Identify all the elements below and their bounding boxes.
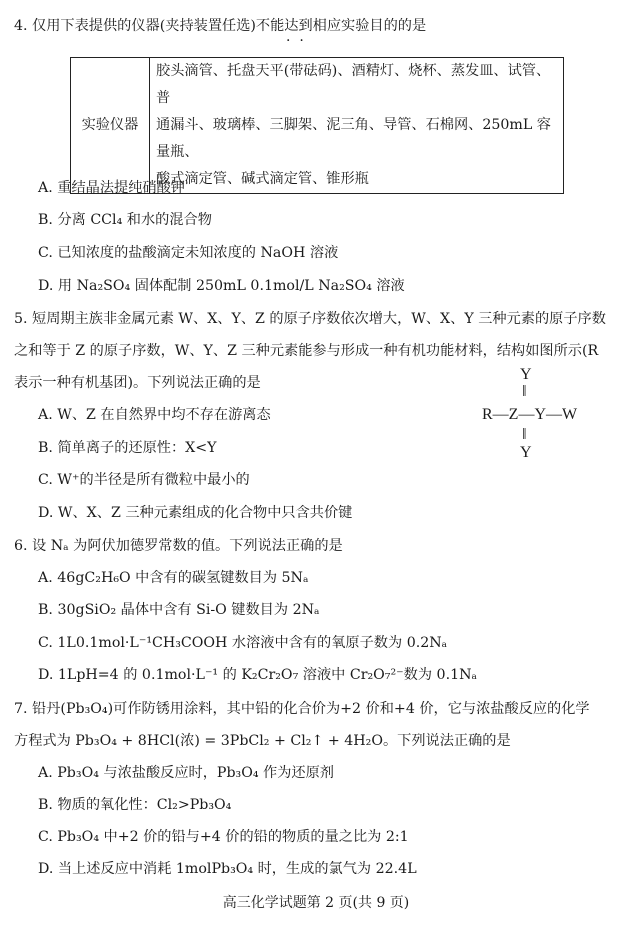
instrument-table [70, 57, 564, 194]
q6-option-a: A. 46gC₂H₆O 中含有的碳氢键数目为 5Nₐ [38, 570, 309, 586]
page-footer: 高三化学试题第 2 页(共 9 页) [222, 895, 410, 911]
q5-line: 之和等于 Z 的原子序数，W、Y、Z 三种元素能参与形成一种有机功能材料，结构如图所示(R [14, 343, 599, 359]
table-header-cell: 实验仪器 [71, 58, 150, 194]
q7-line: 7. 铅丹(Pb₃O₄)可作防锈用涂料，其中铅的化合价为+2 价和+4 价，它与浓盐酸反应的化学 [14, 701, 590, 717]
structure-atom: Y [520, 444, 532, 461]
q5-line: 表示一种有机基团)。下列说法正确的是 [14, 375, 261, 391]
q7-option-b: B. 物质的氧化性：Cl₂>Pb₃O₄ [38, 797, 232, 813]
q5-line: 5. 短周期主族非金属元素 W、X、Y、Z 的原子序数依次增大，W、X、Y 三种元素的原子序数 [14, 311, 606, 327]
q4-option-b: B. 分离 CCl₄ 和水的混合物 [38, 212, 212, 228]
structure-row: R—Z—Y—W [482, 406, 578, 423]
q5-option-d: D. W、X、Z 三种元素组成的化合物中只含共价键 [38, 505, 353, 521]
table-line: 酸式滴定管、碱式滴定管、锥形瓶 [156, 171, 369, 187]
q5-option-b: B. 简单离子的还原性：X<Y [38, 440, 217, 456]
q4-stem: 4. 仅用下表提供的仪器(夹持装置任选)不能达到相应实验目的的是 [14, 18, 427, 34]
emphasis-dots: · · [286, 33, 304, 49]
table-content-cell [150, 58, 564, 194]
q7-option-d: D. 当上述反应中消耗 1molPb₃O₄ 时，生成的氯气为 22.4L [38, 861, 417, 877]
q6-option-d: D. 1LpH=4 的 0.1mol·L⁻¹ 的 K₂Cr₂O₇ 溶液中 Cr₂O₇²⁻数为 0.1Nₐ [38, 667, 477, 683]
q6-option-b: B. 30gSiO₂ 晶体中含有 Si-O 键数目为 2Nₐ [38, 602, 320, 618]
q6-option-c: C. 1L0.1mol·L⁻¹CH₃COOH 水溶液中含有的氧原子数为 0.2Nₐ [38, 635, 448, 651]
q5-option-c: C. W⁺的半径是所有微粒中最小的 [38, 472, 250, 488]
q4-option-c: C. 已知浓度的盐酸滴定未知浓度的 NaOH 溶液 [38, 245, 339, 261]
q4-option-a: A. 重结晶法提纯硝酸钾 [38, 180, 185, 196]
q7-option-c: C. Pb₃O₄ 中+2 价的铅与+4 价的铅的物质的量之比为 2:1 [38, 829, 409, 845]
structure-diagram [480, 366, 612, 468]
structure-atom: Y [520, 366, 532, 383]
q6-stem: 6. 设 Nₐ 为阿伏加德罗常数的值。下列说法正确的是 [14, 538, 343, 554]
table-line: 通漏斗、玻璃棒、三脚架、泥三角、导管、石棉网、250mL 容量瓶、 [156, 117, 551, 160]
q7-option-a: A. Pb₃O₄ 与浓盐酸反应时，Pb₃O₄ 作为还原剂 [38, 765, 334, 781]
q7-line: 方程式为 Pb₃O₄ + 8HCl(浓) = 3PbCl₂ + Cl₂↑ + 4H₂O。下列说法正确的是 [14, 733, 511, 749]
table-line: 胶头滴管、托盘天平(带砝码)、酒精灯、烧杯、蒸发皿、试管、普 [156, 63, 551, 106]
double-bond: ‖ [522, 426, 527, 443]
q5-option-a: A. W、Z 在自然界中均不存在游离态 [38, 407, 271, 423]
q4-option-d: D. 用 Na₂SO₄ 固体配制 250mL 0.1mol/L Na₂SO₄ 溶液 [38, 278, 405, 294]
double-bond: ‖ [522, 383, 527, 400]
